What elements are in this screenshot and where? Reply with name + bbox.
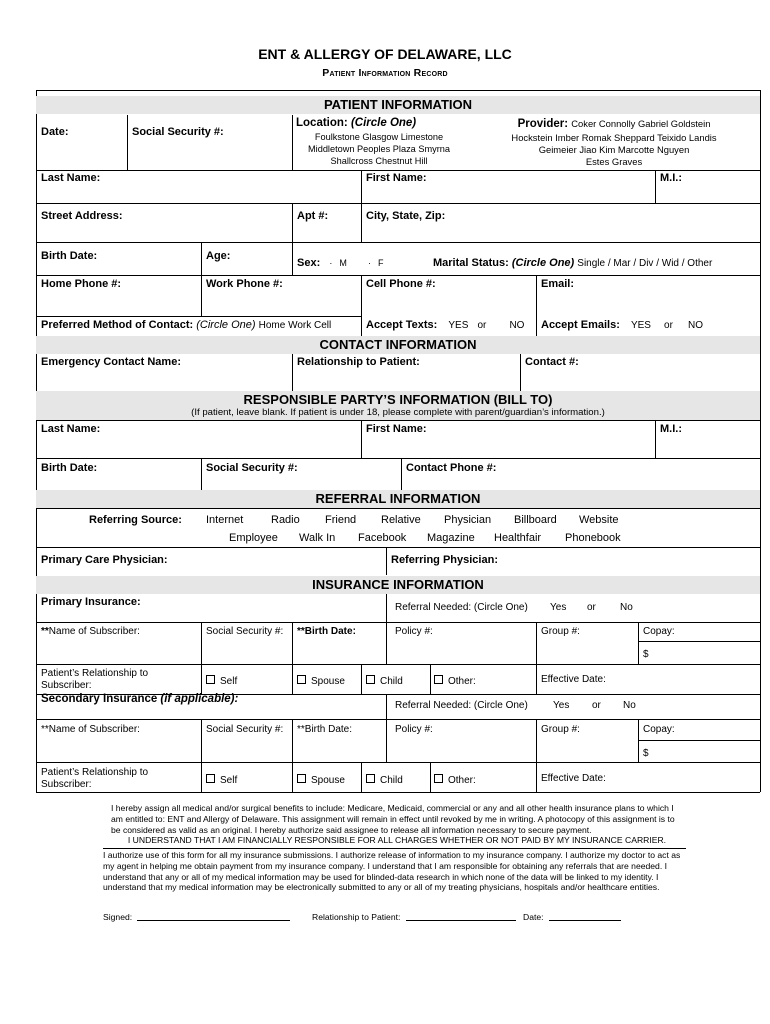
sec-other-option[interactable]: Other:	[434, 774, 476, 786]
group-label: Group #:	[541, 626, 580, 637]
patient-info-heading: PATIENT INFORMATION	[36, 96, 760, 114]
contact-number-label: Contact #:	[525, 356, 579, 368]
mi-label: M.I.:	[660, 172, 682, 184]
street-label: Street Address:	[41, 210, 123, 222]
divider	[292, 242, 293, 275]
preferred-contact-options[interactable]: Home Work Cell	[258, 320, 332, 331]
sec-subscriber-label: **Name of Subscriber:	[41, 724, 140, 735]
row-line	[36, 203, 760, 204]
resp-last-name-label: Last Name:	[41, 423, 101, 435]
provider-title: Provider:	[517, 118, 569, 130]
ref-option-internet[interactable]: Internet	[206, 514, 244, 526]
texts-no[interactable]: NO	[509, 320, 525, 331]
date-field[interactable]	[523, 913, 621, 922]
divider	[386, 694, 387, 719]
row-line	[36, 719, 760, 720]
first-name-label: First Name:	[366, 172, 427, 184]
email-label: Email:	[541, 278, 575, 290]
divider	[201, 762, 202, 792]
outer-right-border	[760, 90, 761, 792]
marital-field	[433, 258, 712, 269]
last-name-label: Last Name:	[41, 172, 101, 184]
home-phone-label: Home Phone #:	[41, 278, 122, 290]
divider	[401, 458, 402, 490]
policy-label: Policy #:	[395, 626, 433, 637]
effective-date-label: Effective Date:	[541, 674, 606, 685]
subscriber-asterisks: **	[41, 626, 49, 637]
self-option[interactable]: Self	[206, 675, 237, 687]
emails-no[interactable]: NO	[687, 320, 703, 331]
divider	[536, 275, 537, 337]
divider	[201, 664, 202, 694]
divider	[361, 275, 362, 337]
divider	[536, 622, 537, 664]
ref-option-website[interactable]: Website	[579, 514, 619, 526]
secondary-title: Secondary Insurance	[41, 693, 158, 705]
sec-child-option[interactable]: Child	[366, 774, 403, 786]
divider	[536, 762, 537, 792]
accept-emails-field	[541, 320, 703, 331]
resp-phone-label: Contact Phone #:	[406, 462, 497, 474]
secondary-ref-or: or	[592, 700, 601, 711]
copay-dollar: $	[643, 649, 649, 660]
ref-option-billboard[interactable]: Billboard	[514, 514, 557, 526]
resp-ssn-label: Social Security #:	[206, 462, 298, 474]
assignment-paragraph	[111, 803, 683, 846]
row-line	[36, 547, 760, 548]
primary-ref-no[interactable]: No	[620, 602, 633, 613]
row-line	[638, 641, 760, 642]
resp-mi-label: M.I.:	[660, 423, 682, 435]
divider	[386, 719, 387, 762]
primary-ref-yes[interactable]: Yes	[550, 602, 567, 613]
work-phone-label: Work Phone #:	[206, 278, 283, 290]
ref-option-walk-in[interactable]: Walk In	[299, 532, 336, 544]
referral-heading: REFERRAL INFORMATION	[36, 490, 760, 508]
divider	[361, 420, 362, 458]
form-subtitle: Patient Information Record	[322, 67, 448, 79]
divider	[536, 719, 537, 762]
primary-insurance-label: Primary Insurance:	[41, 596, 141, 608]
divider	[638, 622, 639, 664]
apt-label: Apt #:	[297, 210, 329, 222]
divider	[201, 458, 202, 490]
subscriber-text: Name of Subscriber:	[48, 626, 140, 637]
divider	[292, 664, 293, 694]
sign-relationship-label: Relationship to Patient:	[312, 912, 401, 922]
ref-option-phonebook[interactable]: Phonebook	[565, 532, 621, 544]
divider	[361, 762, 362, 792]
row-line	[36, 664, 760, 665]
sex-label: Sex:	[297, 257, 321, 269]
date-line[interactable]	[549, 920, 621, 921]
sec-self-option[interactable]: Self	[206, 774, 237, 786]
divider	[430, 664, 431, 694]
sex-option-f[interactable]: F	[378, 258, 384, 268]
location-option[interactable]: Foulkstone Glasgow Limestone	[314, 132, 444, 142]
relationship-subscriber-label: Patient’s Relationship to Subscriber:	[41, 668, 149, 691]
divider	[386, 622, 387, 664]
row-line	[36, 242, 760, 243]
outer-left-border	[36, 90, 37, 792]
sec-birth-label: **Birth Date:	[297, 724, 353, 735]
paragraph-divider	[103, 848, 686, 849]
row-line	[36, 458, 760, 459]
ins-ssn-label: Social Security #:	[206, 626, 284, 637]
divider	[655, 420, 656, 458]
age-label: Age:	[206, 250, 231, 262]
preferred-contact-circle-note: (Circle One)	[196, 319, 256, 331]
texts-or: or	[477, 320, 487, 331]
outer-bottom-border	[36, 792, 760, 793]
row-line	[36, 316, 361, 317]
other-option[interactable]: Other:	[434, 675, 476, 687]
birth-date-label: Birth Date:	[41, 250, 98, 262]
responsible-note: (If patient, leave blank. If patient is under 18, please complete with parent/guardian’s information.)	[191, 407, 605, 418]
sec-copay-dollar: $	[643, 748, 649, 759]
sec-group-label: Group #:	[541, 724, 580, 735]
divider	[430, 762, 431, 792]
subscriber-label	[41, 627, 140, 637]
child-option[interactable]: Child	[366, 675, 403, 687]
row-line	[36, 622, 760, 623]
authorization-paragraph: I authorize use of this form for all my insurance submissions. I authorize release of information to my insurance company. I authorize my doctor to act as my agent in helping me obtain payment from my insurance company. I understand that I am responsible for obtaining any referrals that are needed. I understand that any or all of my medical information may be used for blinded-data research in which none of the data will be linked to my identity. I understand that my medical information may be electronically submitted to any or all of my treating physicians, hospitals and/or healthcare entities.	[103, 850, 681, 893]
divider	[292, 354, 293, 391]
accept-texts-label: Accept Texts:	[366, 319, 438, 331]
location-title: Location:	[296, 117, 348, 129]
sec-spouse-option[interactable]: Spouse	[297, 774, 345, 786]
form-title: ENT & ALLERGY OF DELAWARE, LLC	[258, 46, 512, 62]
row-line	[36, 420, 760, 421]
marital-label: Marital Status:	[433, 257, 509, 269]
emails-yes[interactable]: YES	[630, 320, 651, 331]
divider	[292, 622, 293, 664]
row-line	[36, 170, 760, 171]
assignment-text: I hereby assign all medical and/or surgical benefits to include: Medicare, Medicaid, commercial or any and all other health insurance plans to which I am entitled to: ENT and Allergy of Delaware. This assignment will remain in effect until revoked by me in writing. A photocopy of this assignment is to be considered as valid as an original. I hereby authorize said assignee to release all information necessary to secure payment.	[111, 803, 675, 835]
sec-policy-label: Policy #:	[395, 724, 433, 735]
primary-ref-or: or	[587, 602, 596, 613]
ref-option-magazine[interactable]: Magazine	[427, 532, 475, 544]
row-line	[36, 762, 760, 763]
divider	[201, 242, 202, 316]
insurance-heading: INSURANCE INFORMATION	[36, 576, 760, 594]
referring-source-label: Referring Source:	[89, 514, 182, 526]
spouse-option[interactable]: Spouse	[297, 675, 345, 687]
divider	[655, 170, 656, 203]
marital-circle-note: (Circle One)	[511, 257, 575, 269]
ref-option-facebook[interactable]: Facebook	[358, 532, 407, 544]
texts-yes[interactable]: YES	[448, 320, 469, 331]
divider	[386, 547, 387, 575]
resp-first-name-label: First Name:	[366, 423, 427, 435]
secondary-insurance-label	[41, 694, 238, 706]
provider-option[interactable]: Coker Connolly Gabriel Goldstein	[571, 118, 711, 129]
sex-field: Sex: · M · F	[297, 257, 384, 269]
divider	[292, 762, 293, 792]
relationship-field[interactable]	[312, 913, 516, 922]
ref-option-employee[interactable]: Employee	[229, 532, 278, 544]
accept-emails-label: Accept Emails:	[541, 319, 620, 331]
location-option[interactable]: Middletown Peoples Plaza Smyrna	[308, 144, 450, 154]
row-line	[638, 740, 760, 741]
ins-birth-label: **Birth Date:	[297, 626, 356, 637]
row-line	[36, 508, 760, 509]
preferred-contact-label: Preferred Method of Contact:	[41, 319, 194, 331]
ssn-label: Social Security #:	[132, 126, 224, 138]
ref-option-relative[interactable]: Relative	[381, 514, 421, 526]
sec-relationship-label: Patient’s Relationship to Subscriber:	[41, 767, 149, 790]
divider	[386, 594, 387, 622]
secondary-ref-yes[interactable]: Yes	[553, 700, 570, 711]
divider	[292, 203, 293, 242]
sec-effective-date-label: Effective Date:	[541, 773, 606, 784]
sec-copay-label: Copay:	[643, 724, 675, 735]
sec-ssn-label: Social Security #:	[206, 724, 284, 735]
ref-option-healthfair[interactable]: Healthfair	[494, 532, 542, 544]
divider	[361, 170, 362, 203]
divider	[127, 115, 128, 170]
marital-options[interactable]: Single / Mar / Div / Wid / Other	[577, 258, 713, 269]
emails-or: or	[664, 320, 673, 331]
provider-option[interactable]: Hockstein Imber Romak Sheppard Teixido Landis	[511, 132, 717, 143]
date-label: Date:	[41, 126, 69, 138]
referral-needed-label: Referral Needed: (Circle One)	[395, 602, 528, 613]
divider	[536, 664, 537, 694]
preferred-contact-field	[41, 320, 331, 331]
provider-label	[470, 119, 758, 131]
outer-top-border	[36, 90, 760, 91]
ref-option-friend[interactable]: Friend	[325, 514, 357, 526]
provider-option[interactable]: Estes Graves	[585, 156, 643, 167]
resp-birth-label: Birth Date:	[41, 462, 98, 474]
location-circle-note: (Circle One)	[350, 117, 417, 129]
referring-physician-label: Referring Physician:	[391, 554, 498, 566]
provider-option[interactable]: Geimeier Jiao Kim Marcotte Nguyen	[538, 144, 690, 155]
sign-date-label: Date:	[523, 912, 544, 922]
secondary-ref-needed: Referral Needed: (Circle One)	[395, 700, 528, 711]
location-label	[296, 118, 416, 130]
sex-option-m[interactable]: M	[339, 258, 347, 268]
location-option[interactable]: Shallcross Chestnut Hill	[330, 156, 428, 166]
city-label: City, State, Zip:	[366, 210, 446, 222]
cell-phone-label: Cell Phone #:	[366, 278, 436, 290]
signed-label: Signed:	[103, 912, 133, 922]
divider	[201, 622, 202, 664]
relationship-label: Relationship to Patient:	[297, 356, 420, 368]
signed-field[interactable]	[103, 913, 290, 922]
divider	[520, 354, 521, 391]
signature-line[interactable]	[137, 920, 290, 921]
secondary-note: (if applicable):	[160, 693, 239, 705]
secondary-ref-no[interactable]: No	[623, 700, 636, 711]
row-line	[36, 275, 760, 276]
divider	[361, 664, 362, 694]
divider	[361, 203, 362, 242]
relationship-line[interactable]	[406, 920, 516, 921]
divider	[292, 719, 293, 762]
ref-option-physician[interactable]: Physician	[444, 514, 492, 526]
divider	[201, 719, 202, 762]
emergency-contact-label: Emergency Contact Name:	[41, 356, 181, 368]
responsible-heading: RESPONSIBLE PARTY’S INFORMATION (BILL TO)	[243, 392, 553, 407]
accept-texts-field	[366, 320, 524, 331]
pcp-label: Primary Care Physician:	[41, 554, 168, 566]
copay-label: Copay:	[643, 626, 675, 637]
ref-option-radio[interactable]: Radio	[271, 514, 300, 526]
financial-responsibility-text: I UNDERSTAND THAT I AM FINANCIALLY RESPONSIBLE FOR ALL CHARGES WHETHER OR NOT PAID BY MY INSURANCE CARRIER.	[127, 835, 667, 846]
contact-info-heading: CONTACT INFORMATION	[36, 336, 760, 354]
